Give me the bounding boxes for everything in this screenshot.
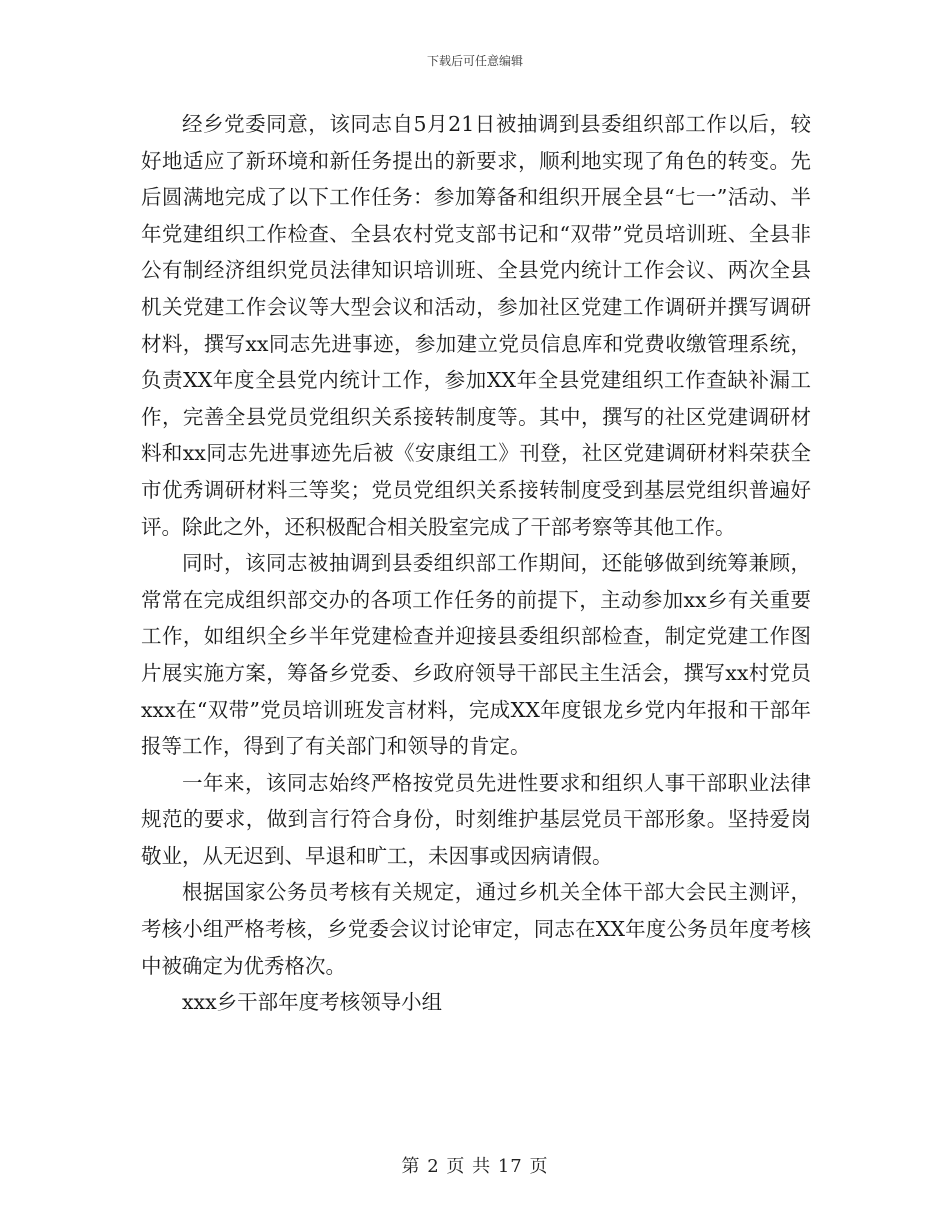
paragraph-concurrent-work: 同时，该同志被抽调到县委组织部工作期间，还能够做到统筹兼顾，常常在完成组织部交办的各项工作任务的前提下，主动参加xx乡有关重要工作，如组织全乡半年党建检查并迎接县委组织部检查，制定党建工作图片展实施方案，筹备乡党委、乡政府领导干部民主生活会，撰写xx村党员xxx在“双带”党员培训班发言材料，完成XX年度银龙乡党内年报和干部年报等工作，得到了有关部门和领导的肯定。 [141, 551, 811, 759]
page-number: 第 2 页 共 17 页 [401, 1156, 549, 1177]
signature-line: xxx乡干部年度考核领导小组 [182, 990, 443, 1015]
document-body [141, 106, 811, 1021]
paragraph-assessment-result: 根据国家公务员考核有关规定，通过乡机关全体干部大会民主测评，考核小组严格考核，乡党委会议讨论审定，同志在XX年度公务员年度考核中被确定为优秀格次。 [141, 880, 811, 978]
header-note: 下载后可任意编辑 [426, 54, 523, 68]
paragraph-work-tasks: 经乡党委同意，该同志自5月21日被抽调到县委组织部工作以后，较好地适应了新环境和新任务提出的新要求，顺利地实现了角色的转变。先后圆满地完成了以下工作任务：参加筹备和组织开展全县“七一”活动、半年党建组织工作检查、全县农村党支部书记和“双带”党员培训班、全县非公有制经济组织党员法律知识培训班、全县党内统计工作会议、两次全县机关党建工作会议等大型会议和活动，参加社区党建工作调研并撰写调研材料，撰写xx同志先进事迹，参加建立党员信息库和党费收缴管理系统，负责XX年度全县党内统计工作，参加XX年全县党建组织工作查缺补漏工作，完善全县党员党组织关系接转制度等。其中，撰写的社区党建调研材料和xx同志先进事迹先后被《安康组工》刊登，社区党建调研材料荣获全市优秀调研材料三等奖；党员党组织关系接转制度受到基层党组织普遍好评。除此之外，还积极配合相关股室完成了干部考察等其他工作。 [141, 112, 811, 539]
paragraph-conduct: 一年来，该同志始终严格按党员先进性要求和组织人事干部职业法律规范的要求，做到言行符合身份，时刻维护基层党员干部形象。坚持爱岗敬业，从无迟到、早退和旷工，未因事或因病请假。 [141, 770, 811, 868]
